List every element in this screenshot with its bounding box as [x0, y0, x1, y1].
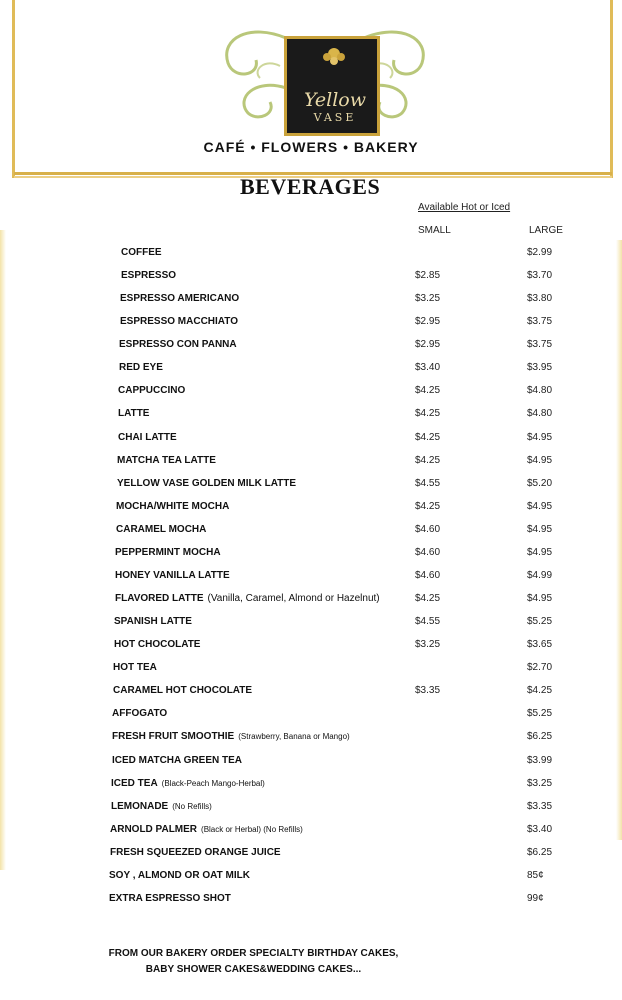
menu-item-label: ESPRESSO CON PANNA [119, 339, 237, 350]
menu-item-row [0, 778, 560, 794]
menu-item-label: FRESH FRUIT SMOOTHIE [112, 731, 235, 742]
menu-item-name [114, 639, 200, 650]
menu-item-row [0, 362, 560, 378]
menu-item-label: ICED MATCHA GREEN TEA [112, 755, 242, 766]
menu-item-price-large: $3.25 [527, 778, 553, 789]
menu-item-row [0, 501, 560, 517]
menu-item-label: CAPPUCCINO [118, 385, 186, 396]
menu-item-price-large: $2.99 [527, 247, 553, 258]
menu-item-name [120, 316, 238, 327]
menu-item-price-small: $4.25 [415, 408, 441, 419]
menu-item-price-large: $4.95 [527, 501, 553, 512]
menu-item-price-small: $4.25 [415, 432, 441, 443]
menu-item-note: (Black or Herbal) (No Refills) [201, 825, 303, 834]
menu-item-row [0, 455, 560, 471]
menu-item-label: LATTE [118, 408, 150, 419]
menu-item-row [0, 408, 560, 424]
menu-item-price-small: $4.25 [415, 593, 441, 604]
menu-item-note: (Vanilla, Caramel, Almond or Hazelnut) [207, 593, 380, 604]
menu-item-price-large: 85¢ [527, 870, 544, 881]
menu-item-price-small: $4.60 [415, 524, 441, 535]
menu-item-price-small: $3.25 [415, 293, 441, 304]
menu-item-row [0, 339, 560, 355]
menu-item-label: YELLOW VASE GOLDEN MILK LATTE [117, 478, 297, 489]
menu-item-price-large: $3.99 [527, 755, 553, 766]
menu-item-name [114, 616, 192, 627]
menu-item-row [0, 662, 560, 678]
menu-item-row [0, 478, 560, 494]
menu-item-note: (No Refills) [172, 802, 212, 811]
menu-item-row [0, 593, 560, 609]
menu-item-price-large: $4.80 [527, 385, 553, 396]
menu-item-name [112, 755, 242, 766]
menu-item-price-large: $4.95 [527, 455, 553, 466]
menu-item-price-small: $3.40 [415, 362, 441, 373]
menu-item-name [112, 731, 350, 742]
menu-item-name [117, 478, 296, 489]
menu-item-price-small: $4.60 [415, 570, 441, 581]
page-edge-right [616, 240, 622, 840]
menu-item-price-small: $2.85 [415, 270, 441, 281]
menu-item-name [109, 870, 250, 881]
menu-item-label: ARNOLD PALMER [110, 824, 198, 835]
menu-item-price-large: $3.65 [527, 639, 553, 650]
menu-item-price-small: $4.25 [415, 501, 441, 512]
swirl-left-icon [210, 18, 290, 128]
menu-item-name [113, 685, 252, 696]
menu-item-row [0, 524, 560, 540]
menu-item-name [118, 385, 185, 396]
menu-item-label: FLAVORED LATTE [115, 593, 204, 604]
menu-item-row [0, 293, 560, 309]
menu-item-row [0, 870, 560, 886]
menu-item-row [0, 685, 560, 701]
page-title: BEVERAGES [240, 174, 381, 199]
column-header-small: SMALL [418, 225, 451, 236]
menu-item-price-large: $3.80 [527, 293, 553, 304]
menu-item-label: HOT TEA [113, 662, 157, 673]
menu-item-price-large: $4.95 [527, 432, 553, 443]
menu-item-row [0, 247, 560, 263]
menu-item-row [0, 801, 560, 817]
logo-script-text: Yellow [304, 89, 366, 111]
menu-item-price-small: $4.60 [415, 547, 441, 558]
menu-item-name [113, 662, 157, 673]
menu-item-name [115, 547, 221, 558]
menu-item-label: ESPRESSO MACCHIATO [120, 316, 238, 327]
menu-item-price-large: $2.70 [527, 662, 553, 673]
menu-item-name [121, 270, 176, 281]
footer-line-2: BABY SHOWER CAKES&WEDDING CAKES... [145, 964, 362, 975]
logo-wordmark: VASE [313, 111, 357, 124]
menu-item-price-large: $4.99 [527, 570, 553, 581]
menu-item-row [0, 755, 560, 771]
menu-item-row [0, 432, 560, 448]
footer-note [0, 946, 507, 978]
menu-item-name [116, 524, 206, 535]
menu-item-label: ICED TEA [111, 778, 158, 789]
menu-item-row [0, 570, 560, 586]
menu-item-label: FRESH SQUEEZED ORANGE JUICE [110, 847, 281, 858]
menu-item-price-large: $6.25 [527, 847, 553, 858]
menu-item-name [110, 824, 303, 835]
menu-item-price-large: $3.95 [527, 362, 553, 373]
menu-item-price-small: $4.55 [415, 478, 441, 489]
menu-item-price-large: $4.80 [527, 408, 553, 419]
menu-item-label: CARAMEL MOCHA [116, 524, 207, 535]
menu-item-row [0, 616, 560, 632]
menu-item-price-large: $5.20 [527, 478, 553, 489]
menu-item-name [115, 593, 380, 604]
menu-item-price-small: $2.95 [415, 316, 441, 327]
menu-item-label: CARAMEL HOT CHOCOLATE [113, 685, 253, 696]
menu-item-price-large: $3.75 [527, 339, 553, 350]
menu-item-name [115, 570, 230, 581]
menu-item-price-large: $4.25 [527, 685, 553, 696]
menu-item-price-large: $3.40 [527, 824, 553, 835]
menu-item-label: EXTRA ESPRESSO SHOT [109, 893, 231, 904]
menu-item-name [110, 847, 281, 858]
menu-item-label: AFFOGATO [112, 708, 168, 719]
menu-item-price-large: $4.95 [527, 524, 553, 535]
menu-item-price-small: $3.35 [415, 685, 441, 696]
menu-item-price-large: $5.25 [527, 616, 553, 627]
menu-item-label: HOT CHOCOLATE [114, 639, 201, 650]
menu-item-price-large: $3.35 [527, 801, 553, 812]
logo [210, 14, 440, 134]
menu-item-row [0, 547, 560, 563]
menu-item-row [0, 893, 560, 909]
menu-item-price-small: $3.25 [415, 639, 441, 650]
column-header-large: LARGE [529, 225, 563, 236]
menu-item-label: ESPRESSO AMERICANO [120, 293, 240, 304]
menu-item-name [111, 778, 265, 789]
menu-item-row [0, 847, 560, 863]
menu-item-price-small: $4.55 [415, 616, 441, 627]
menu-item-row [0, 385, 560, 401]
tagline: CAFÉ • FLOWERS • BAKERY [203, 139, 419, 155]
menu-item-name [121, 247, 162, 258]
menu-item-label: MOCHA/WHITE MOCHA [116, 501, 230, 512]
menu-item-name [117, 455, 216, 466]
menu-item-label: COFFEE [121, 247, 162, 258]
menu-item-name [118, 432, 177, 443]
menu-item-row [0, 824, 560, 840]
menu-item-label: ESPRESSO [121, 270, 177, 281]
menu-item-price-small: $4.25 [415, 385, 441, 396]
menu-item-name [111, 801, 212, 812]
menu-item-price-large: $6.25 [527, 731, 553, 742]
menu-item-row [0, 639, 560, 655]
menu-item-price-large: $4.95 [527, 593, 553, 604]
menu-item-label: MATCHA TEA LATTE [117, 455, 216, 466]
menu-item-label: LEMONADE [111, 801, 169, 812]
menu-item-label: SOY , ALMOND OR OAT MILK [109, 870, 250, 881]
menu-item-note: (Strawberry, Banana or Mango) [238, 732, 350, 741]
menu-item-label: RED EYE [119, 362, 163, 373]
menu-item-price-small: $4.25 [415, 455, 441, 466]
menu-item-name [116, 501, 229, 512]
availability-note: Available Hot or Iced [418, 202, 511, 213]
menu-item-note: (Black-Peach Mango-Herbal) [161, 779, 265, 788]
menu-item-price-large: 99¢ [527, 893, 544, 904]
menu-item-price-large: $4.95 [527, 547, 553, 558]
menu-item-price-large: $3.70 [527, 270, 553, 281]
menu-item-name [119, 362, 163, 373]
logo-box [284, 36, 380, 136]
menu-item-row [0, 708, 560, 724]
menu-item-name [118, 408, 149, 419]
menu-item-label: HONEY VANILLA LATTE [115, 570, 230, 581]
flower-icon [320, 45, 348, 67]
menu-item-price-small: $2.95 [415, 339, 441, 350]
menu-item-name [120, 293, 239, 304]
menu-item-name [119, 339, 237, 350]
menu-item-row [0, 270, 560, 286]
menu-item-row [0, 316, 560, 332]
menu-item-price-large: $5.25 [527, 708, 553, 719]
menu-item-label: CHAI LATTE [118, 432, 177, 443]
menu-item-name [109, 893, 231, 904]
footer-line-1: FROM OUR BAKERY ORDER SPECIALTY BIRTHDAY CAKES, [108, 948, 399, 959]
menu-item-label: SPANISH LATTE [114, 616, 192, 627]
menu-item-row [0, 731, 560, 747]
menu-item-name [112, 708, 167, 719]
menu-item-label: PEPPERMINT MOCHA [115, 547, 221, 558]
menu-item-price-large: $3.75 [527, 316, 553, 327]
